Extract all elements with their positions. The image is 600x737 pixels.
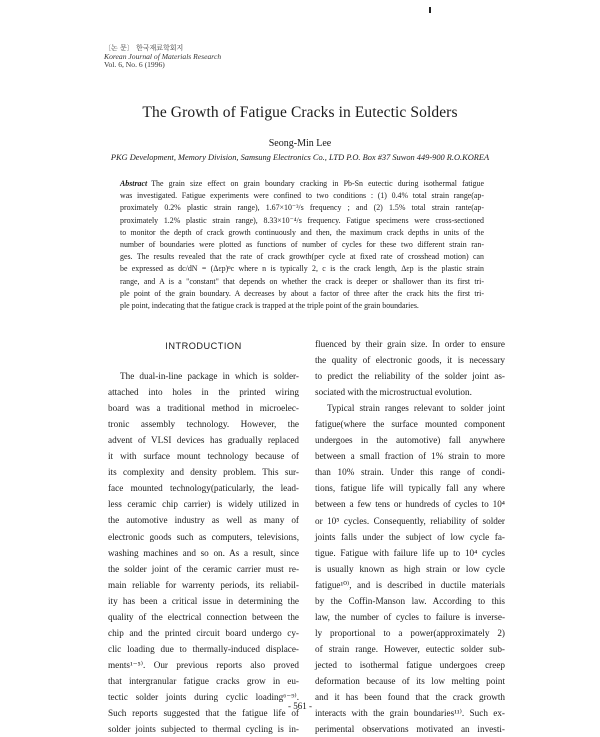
body-line: the quality of electronic goods, it is necessary [315, 355, 505, 366]
body-line: tigue. Fatigue with failure life up to 10⁴ cycles [315, 547, 505, 558]
abstract-label: Abstract [120, 179, 148, 188]
abstract-line: proximately 0.2% plastic strain range), 1.67×10⁻³/s frequency ; and (2) 1.5% total strain rante(ap- [120, 203, 484, 213]
body-line: between a few tens or hundreds of cycles to 10⁴ [315, 499, 505, 510]
section-heading-introduction: INTRODUCTION [165, 341, 242, 351]
abstract-line: proximately 1.2% plastic strain range), 8.33×10⁻⁴/s frequency. Fatigue specimens were cross-sectioned [120, 215, 484, 225]
abstract-line: range, and A is a "constant" that depends on whether the crack is deeper or shallower than its first tri- [120, 276, 484, 286]
author-name: Seong-Min Lee [268, 138, 332, 149]
body-column-left [108, 336, 299, 737]
body-line: ly proportional to a power(approximately 2) [315, 627, 505, 638]
body-line: tectic solder joints during cyclic loading⁶⁻⁹⁾. [108, 691, 299, 702]
body-line: perimental observations motivated an investi- [315, 724, 505, 735]
abstract-line [120, 178, 484, 190]
body-line: undergoes in the automotive) fall anywhere [315, 435, 505, 446]
body-line: tronic assembly technology. However, the [108, 419, 299, 430]
body-line: its complexity and density problem. This sur- [108, 467, 299, 478]
body-line: quality of the electrical connection between the [108, 611, 299, 622]
body-line: main reliable for warrenty periods, its reliabil- [108, 579, 299, 590]
body-line: by the Coffin-Manson law. According to this [315, 595, 505, 606]
body-line: the solder joint of the ceramic carrier must re- [108, 563, 299, 574]
abstract-line-text: The grain size effect on grain boundary cracking in Pb-Sn eutectic during isothermal fatigue [151, 179, 484, 188]
body-line: joints falls under the subject of low cycle fa- [315, 531, 505, 542]
body-line: sociated with the microstructual evolution. [315, 387, 472, 398]
body-line: and it has been found that the crack growth [315, 692, 505, 703]
body-line: Typical strain ranges relevant to solder joint [327, 403, 505, 414]
body-line: board was a traditional method in microelec- [108, 403, 299, 414]
body-line: Such reports suggested that the fatigue life of [108, 708, 299, 719]
journal-name-english: Korean Journal of Materials Research [104, 51, 222, 61]
abstract-line: was investigated. Fatigue experiments were confined to two conditions : (1) 0.4% total strain range(ap- [120, 191, 484, 201]
body-line: it with surface mount technology because of [108, 451, 299, 462]
body-line: fluenced by their grain size. In order to ensure [315, 339, 505, 349]
abstract-line: number of boundaries were plotted as functions of number of cycles for these two different strain ran- [120, 239, 484, 249]
journal-name-korean: 〔논 문〕 한국재료학회지 [104, 44, 184, 52]
journal-volume: Vol. 6, No. 6 (1996) [104, 60, 165, 70]
body-line: fatigue¹⁰⁾, and is described in ductile materials [315, 579, 505, 590]
body-line: The dual-in-line package in which is solder- [120, 371, 299, 382]
body-line: tions, fatigue life will typically fall any where [315, 483, 505, 494]
body-line: ments¹⁻⁵⁾. Our previous reports also proved [108, 659, 299, 670]
body-line: between a small fraction of 1% strain to more [315, 451, 505, 462]
body-line: of strain range. However, eutectic solder sub- [315, 643, 505, 654]
abstract-line: ges. The results revealed that the rate of crack growth(per cycle at fixed rate of crosshead motion) can [120, 252, 484, 262]
body-line: attached into holes in the printed wiring [108, 387, 299, 398]
page-number: - 561 - [288, 701, 312, 711]
body-line: less ceramic chip carrier) is widely utilized in [108, 499, 299, 510]
body-line: that intergranular fatigue cracks grow in eu- [108, 675, 299, 686]
body-line: than 10% strain. Under this range of condi- [315, 467, 505, 478]
body-line: electronic goods such as computers, televisions, [108, 531, 299, 542]
body-line: to predict the reliability of the solder joint as- [315, 371, 505, 382]
scan-mark [429, 7, 431, 13]
body-line: fatigue(where the surface mounted component [315, 419, 505, 430]
body-line: deformation because of its low melting point [315, 675, 505, 686]
body-line: ity has been a critical issue in determining the [108, 595, 299, 606]
author-affiliation: PKG Development, Memory Division, Samsung Electronics Co., LTD P.O. Box #37 Suwon 449-900 R.O.KOREA [110, 153, 490, 162]
body-line: clic loading due to thermally-induced displace- [108, 643, 299, 654]
body-line: washing machines and so on. As a result, since [108, 547, 299, 558]
abstract [120, 178, 484, 312]
body-line: or 10⁵ cycles. Consequently, reliability of solder [315, 515, 505, 526]
abstract-line: ple point, indecating that the fatigue crack is trapped at the triple point of the grain boundaries. [120, 300, 419, 310]
body-line: the automotive industry as well as many of [108, 515, 299, 526]
abstract-line: ple point of the grain boundary. A decreases by about a factor of three after the crack hits the first tri- [120, 288, 484, 298]
body-line: is usually known as high strain or low cycle [315, 563, 505, 574]
body-column-right [315, 336, 505, 737]
body-line: interacts with the grain boundaries¹¹⁾. Such ex- [315, 708, 505, 719]
paper-title: The Growth of Fatigue Cracks in Eutectic Solders [142, 104, 458, 121]
body-line: law, the number of cycles to failure is inverse- [315, 611, 505, 622]
journal-header [104, 44, 221, 70]
abstract-line: to monitor the depth of crack growth continuously and then, the maximum crack depths in units of the [120, 227, 484, 237]
body-line: advent of VLSI devices has gradually replaced [108, 435, 299, 446]
abstract-line: be expressed as dc/dN = (Δεp)ⁿc where n is typically 2, c is the crack length, Δεp is the plastic strain [120, 264, 484, 274]
body-line: face mounted technology(paticularly, the lead- [108, 483, 299, 494]
body-line: solder joints subjected to thermal cycling is in- [108, 724, 299, 735]
body-line: jected to isothermal fatigue undergoes creep [315, 659, 505, 670]
body-line: chip and the printed circuit board undergo cy- [108, 627, 299, 638]
